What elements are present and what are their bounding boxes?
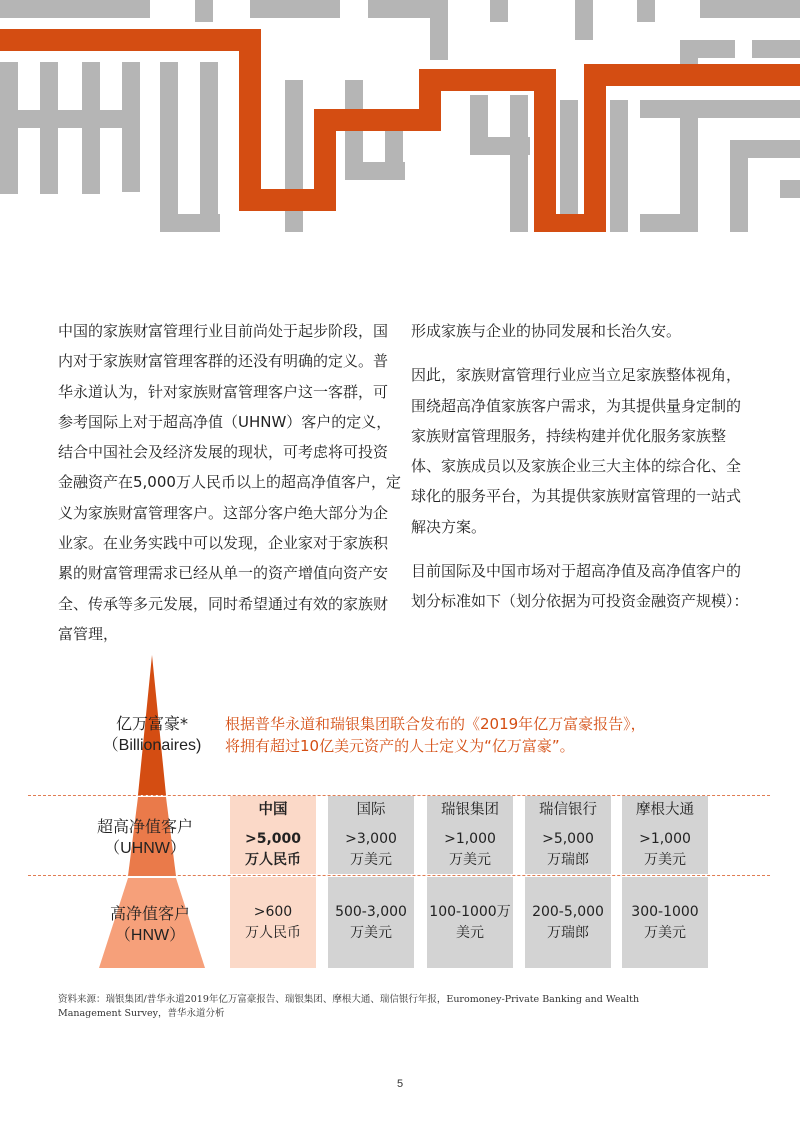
hnw-cell-ubs (427, 877, 513, 968)
hnw-unit: 万美元 (350, 924, 392, 941)
tier-label-hnw (55, 903, 245, 947)
hnw-unit: 万美元 (644, 924, 686, 941)
tier-label-billionaire (57, 713, 247, 757)
body-paragraph: 中国的家族财富管理行业目前尚处于起步阶段，国内对于家族财富管理客群的还没有明确的定义。普华永道认为，针对家族财富管理客户这一客群，可参考国际上对于超高净值（UHNW）客户的定义，结合中国社会及经济发展的现状，可考虑将可投资金融资产在5,000万人民币以上的超高净值客户，定义为家族财富管理客户。这部分客户绝大部分为企业家。在业务实践中可以发现，企业家对于家族积累的财富管理需求已经从单一的资产增值向资产安全、传承等多元发展，同时希望通过有效的家族财富管理， (58, 322, 401, 643)
uhnw-value: >3,000 (345, 830, 397, 847)
note-line: 将拥有超过10亿美元资产的人士定义为“亿万富豪”。 (225, 737, 575, 755)
hnw-cell-china (230, 877, 316, 968)
billionaire-definition-note (225, 713, 646, 757)
source-note (58, 993, 748, 1021)
hnw-value: >600 (253, 903, 293, 920)
tier-label-en: （HNW） (114, 927, 186, 944)
hnw-value: 300-1000 (631, 903, 699, 920)
uhnw-value: >1,000 (444, 830, 496, 847)
tier-label-en: （Billionaires) (102, 737, 202, 754)
uhnw-value: >1,000 (639, 830, 691, 847)
source-line: Management Survey，普华永道分析 (58, 1008, 225, 1019)
hnw-cell-jpmorgan (622, 877, 708, 968)
column-head: 中国 (258, 801, 288, 818)
uhnw-value: >5,000 (542, 830, 594, 847)
body-paragraph: 因此，家族财富管理行业应当立足家族整体视角，围绕超高净值家族客户需求，为其提供量身定制的家族财富管理服务，持续构建并优化服务家族整体、家族成员以及家族企业三大主体的综合化、全球化的服务平台，为其提供家族财富管理的一站式解决方案。 (411, 366, 742, 536)
body-paragraph: 形成家族与企业的协同发展和长治久安。 (411, 322, 682, 340)
note-line: 根据普华永道和瑞银集团联合发布的《2019年亿万富豪报告》， (225, 715, 646, 733)
tier-label-cn: 亿万富豪* (115, 714, 188, 733)
tier-label-cn: 高净值客户 (109, 904, 190, 923)
uhnw-unit: 万美元 (449, 851, 491, 868)
uhnw-cell-jpmorgan (622, 796, 708, 874)
source-line: 资料来源：瑞银集团/普华永道2019年亿万富豪报告、瑞银集团、摩根大通、瑞信银行年报，Euromoney-Private Banking and Wealth (58, 994, 640, 1005)
tier-label-en: （UHNW） (104, 840, 186, 857)
tier-separator (28, 875, 770, 876)
uhnw-cell-china (230, 796, 316, 874)
column-head: 国际 (356, 801, 386, 818)
uhnw-cell-credit-suisse (525, 796, 611, 874)
tier-label-cn: 超高净值客户 (96, 817, 193, 836)
hnw-value: 500-3,000 (335, 903, 407, 920)
uhnw-unit: 万人民币 (245, 851, 301, 868)
uhnw-unit: 万瑞郎 (547, 851, 589, 868)
uhnw-value: >5,000 (244, 830, 301, 847)
page-number: 5 (396, 1078, 404, 1090)
hnw-unit: 万人民币 (245, 924, 301, 941)
body-paragraph: 目前国际及中国市场对于超高净值及高净值客户的划分标准如下（划分依据为可投资金融资产规模）： (411, 562, 749, 611)
hnw-cell-international (328, 877, 414, 968)
hnw-cell-credit-suisse (525, 877, 611, 968)
tier-label-uhnw (50, 816, 240, 860)
hnw-unit: 万瑞郎 (547, 924, 589, 941)
column-head: 瑞银集团 (441, 801, 499, 818)
uhnw-unit: 万美元 (644, 851, 686, 868)
hnw-value: 100-1000万 (429, 903, 511, 920)
column-head: 瑞信银行 (539, 801, 597, 818)
column-head: 摩根大通 (636, 801, 694, 818)
uhnw-cell-international (328, 796, 414, 874)
uhnw-unit: 万美元 (350, 851, 392, 868)
hnw-unit: 美元 (456, 924, 484, 941)
hnw-value: 200-5,000 (532, 903, 604, 920)
uhnw-cell-ubs (427, 796, 513, 874)
